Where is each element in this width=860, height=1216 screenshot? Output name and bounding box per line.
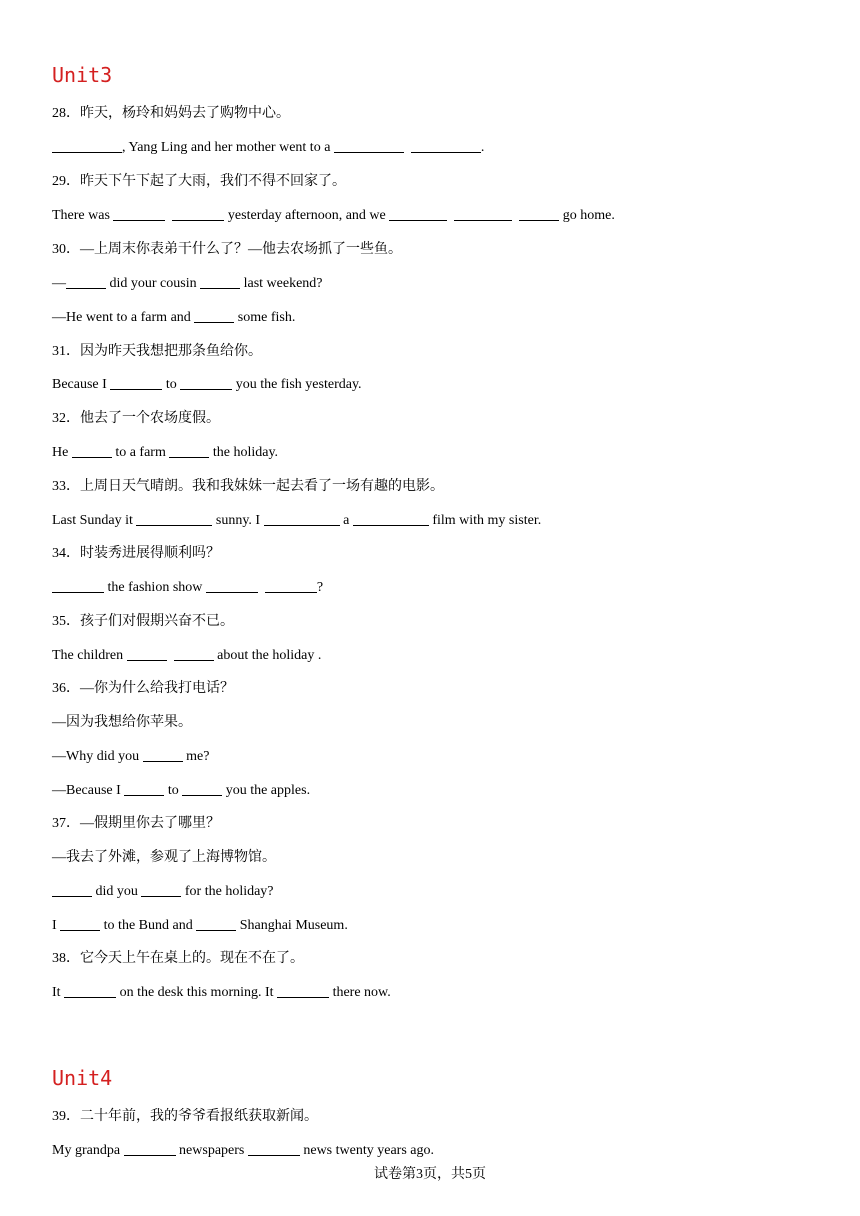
question-prompt: 29．昨天下午下起了大雨，我们不得不回家了。 [52, 174, 346, 189]
question-prompt: 33．上周日天气晴朗。我和我妹妹一起去看了一场有趣的电影。 [52, 479, 444, 494]
answer-blank[interactable] [454, 206, 512, 221]
answer-line: It on the desk this morning. It there now. [52, 985, 391, 1000]
answer-blank[interactable] [143, 747, 183, 762]
answer-blank[interactable] [353, 511, 429, 526]
answer-line: —Why did you me? [52, 749, 210, 764]
answer-line: — did your cousin last weekend? [52, 276, 323, 291]
answer-line: The children about the holiday . [52, 648, 322, 663]
answer-line: There was yesterday afternoon, and we go home. [52, 208, 615, 223]
answer-blank[interactable] [182, 781, 222, 796]
page-footer: 试卷第3页，共5页 [374, 1167, 486, 1182]
answer-blank[interactable] [52, 578, 104, 593]
answer-blank[interactable] [264, 511, 340, 526]
answer-line: the fashion show ? [52, 577, 820, 599]
answer-blank[interactable] [389, 206, 447, 221]
answer-line: did you for the holiday? [52, 881, 820, 903]
question-prompt: —我去了外滩，参观了上海博物馆。 [52, 850, 276, 865]
answer-blank[interactable] [334, 138, 404, 153]
question-prompt: 36．—你为什么给我打电话？ [52, 681, 234, 696]
answer-blank[interactable] [110, 375, 162, 390]
answer-blank[interactable] [411, 138, 481, 153]
unit-heading: Unit3 [52, 63, 113, 87]
question-prompt: 37．—假期里你去了哪里？ [52, 816, 220, 831]
answer-blank[interactable] [127, 646, 167, 661]
question-prompt: 39．二十年前，我的爷爷看报纸获取新闻。 [52, 1109, 318, 1124]
answer-blank[interactable] [113, 206, 165, 221]
answer-blank[interactable] [265, 578, 317, 593]
answer-line: I to the Bund and Shanghai Museum. [52, 918, 348, 933]
answer-blank[interactable] [172, 206, 224, 221]
answer-blank[interactable] [519, 206, 559, 221]
unit-heading: Unit4 [52, 1066, 113, 1090]
question-prompt: —因为我想给你苹果。 [52, 715, 192, 730]
answer-blank[interactable] [277, 983, 329, 998]
answer-blank[interactable] [248, 1141, 300, 1156]
answer-blank[interactable] [60, 916, 100, 931]
answer-blank[interactable] [136, 511, 212, 526]
answer-line: , Yang Ling and her mother went to a . [52, 137, 820, 159]
answer-line: —Because I to you the apples. [52, 783, 311, 798]
answer-blank[interactable] [52, 882, 92, 897]
answer-blank[interactable] [141, 882, 181, 897]
question-prompt: 32．他去了一个农场度假。 [52, 411, 220, 426]
answer-blank[interactable] [196, 916, 236, 931]
answer-line: My grandpa newspapers news twenty years ago. [52, 1143, 434, 1158]
answer-blank[interactable] [66, 274, 106, 289]
answer-blank[interactable] [72, 443, 112, 458]
answer-blank[interactable] [200, 274, 240, 289]
answer-blank[interactable] [180, 375, 232, 390]
answer-blank[interactable] [124, 781, 164, 796]
question-prompt: 30．—上周末你表弟干什么了？—他去农场抓了一些鱼。 [52, 242, 402, 257]
answer-line: —He went to a farm and some fish. [52, 310, 296, 325]
answer-blank[interactable] [52, 138, 122, 153]
question-prompt: 28．昨天，杨玲和妈妈去了购物中心。 [52, 106, 290, 121]
answer-blank[interactable] [194, 308, 234, 323]
answer-blank[interactable] [206, 578, 258, 593]
answer-blank[interactable] [124, 1141, 176, 1156]
answer-line: He to a farm the holiday. [52, 445, 279, 460]
question-prompt: 35．孩子们对假期兴奋不已。 [52, 614, 234, 629]
question-prompt: 38．它今天上午在桌上的。现在不在了。 [52, 951, 304, 966]
answer-line: Because I to you the fish yesterday. [52, 377, 362, 392]
question-prompt: 34．时装秀进展得顺利吗？ [52, 546, 220, 561]
answer-blank[interactable] [64, 983, 116, 998]
question-prompt: 31．因为昨天我想把那条鱼给你。 [52, 344, 262, 359]
answer-blank[interactable] [174, 646, 214, 661]
answer-line: Last Sunday it sunny. I a film with my sister. [52, 513, 542, 528]
answer-blank[interactable] [169, 443, 209, 458]
